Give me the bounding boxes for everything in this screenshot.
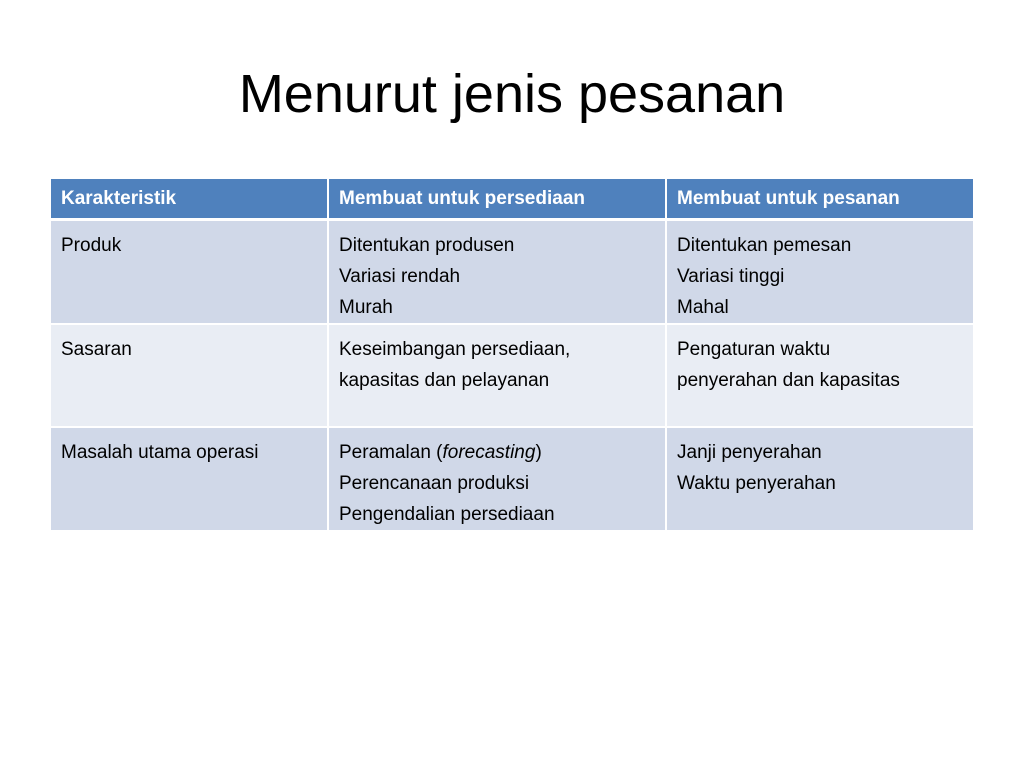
text-suffix: )	[535, 442, 542, 463]
row-label-main-issue	[51, 427, 328, 531]
cell-line: Janji penyerahan	[677, 442, 822, 463]
cell-line: Mahal	[677, 297, 729, 318]
cell-text: Produk	[61, 235, 122, 256]
table-header-row	[51, 179, 973, 220]
slide-title: Menurut jenis pesanan	[238, 64, 786, 124]
cell-line: Variasi tinggi	[677, 266, 785, 287]
row-label-product	[51, 220, 328, 325]
cell-issue-stock	[328, 427, 666, 531]
table-row	[51, 324, 973, 427]
table-row	[51, 220, 973, 325]
cell-text: Sasaran	[61, 339, 132, 360]
cell-line: Ditentukan produsen	[339, 235, 515, 256]
cell-line: Perencanaan produksi	[339, 473, 530, 494]
cell-line: penyerahan dan kapasitas	[677, 370, 900, 391]
italic-term: forecasting	[442, 442, 536, 463]
table-row	[51, 427, 973, 531]
cell-line	[339, 437, 655, 468]
text-prefix: Peramalan (	[339, 442, 443, 463]
cell-line: Pengaturan waktu	[677, 339, 831, 360]
row-label-target	[51, 324, 328, 427]
cell-line: Keseimbangan persediaan,	[339, 339, 571, 360]
cell-line: Waktu penyerahan	[677, 473, 836, 494]
cell-product-order	[666, 220, 973, 325]
cell-line: Murah	[339, 297, 393, 318]
header-characteristic: Karakteristik	[51, 179, 328, 220]
cell-line: Ditentukan pemesan	[677, 235, 852, 256]
header-make-to-order: Membuat untuk pesanan	[666, 179, 973, 220]
comparison-table	[51, 179, 973, 532]
cell-target-stock	[328, 324, 666, 427]
cell-line: kapasitas dan pelayanan	[339, 370, 550, 391]
cell-issue-order	[666, 427, 973, 531]
cell-text: Masalah utama operasi	[61, 442, 259, 463]
cell-line: Pengendalian persediaan	[339, 504, 555, 525]
header-make-to-stock: Membuat untuk persediaan	[328, 179, 666, 220]
cell-line: Variasi rendah	[339, 266, 461, 287]
cell-product-stock	[328, 220, 666, 325]
cell-target-order	[666, 324, 973, 427]
